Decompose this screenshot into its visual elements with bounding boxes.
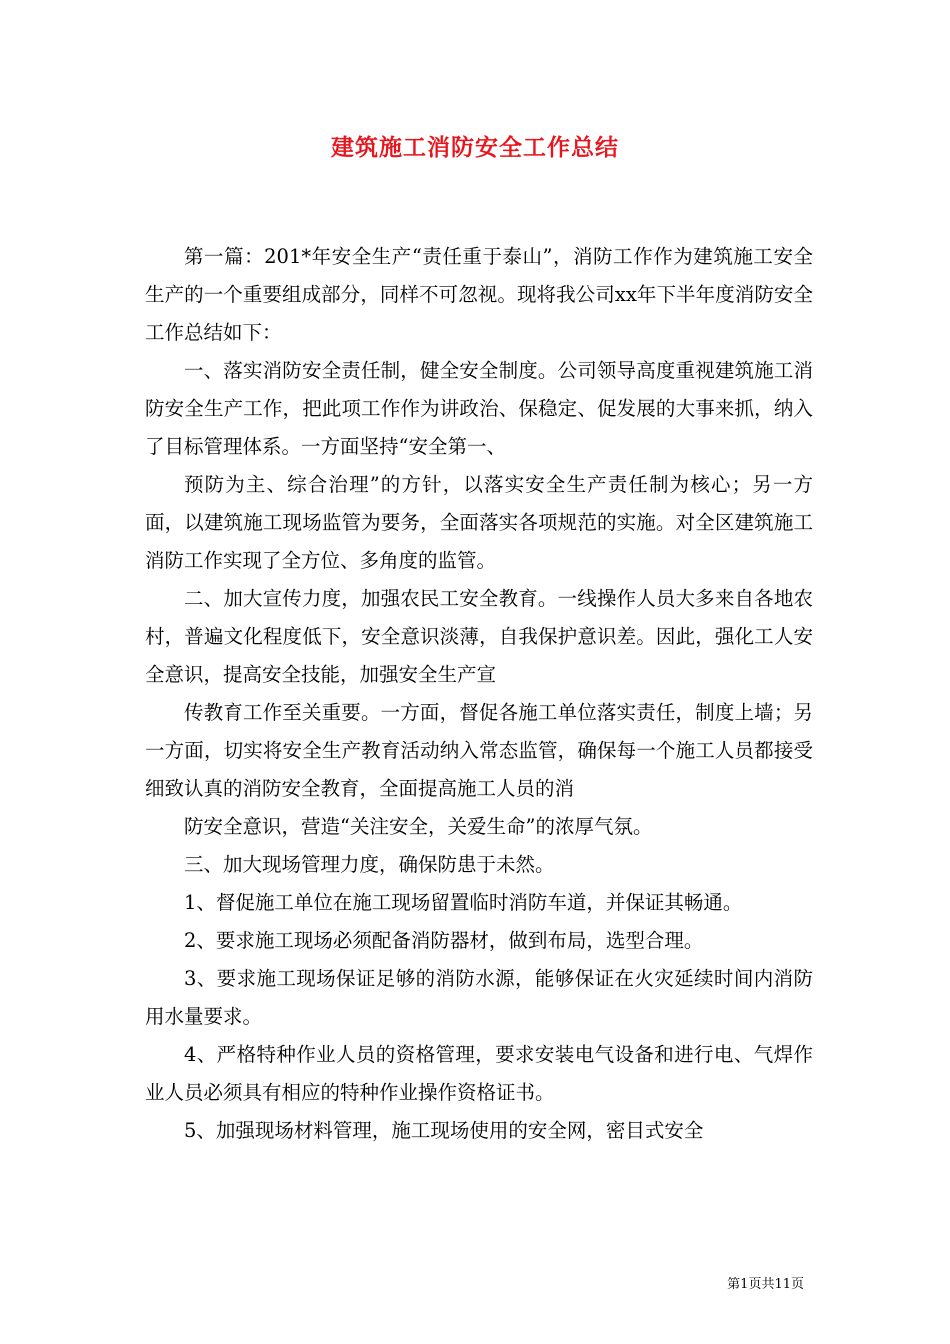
paragraph-section-2: 二、加大宣传力度，加强农民工安全教育。一线操作人员大多来自各地农村，普遍文化程度低下，安全意识淡薄，自我保护意识差。因此，强化工人安全意识，提高安全技能，加强安全生产宣 (145, 587, 813, 686)
paragraph-section-3: 三、加大现场管理力度，确保防患于未然。 (184, 853, 555, 876)
paragraph-section-2-cont: 传教育工作至关重要。一方面，督促各施工单位落实责任，制度上墙；另一方面，切实将安全生产教育活动纳入常态监管，确保每一个施工人员都接受细致认真的消防安全教育，全面提高施工人员的消 (145, 701, 813, 800)
list-item-1: 1、督促施工单位在施工现场留置临时消防车道，并保证其畅通。 (184, 891, 743, 914)
paragraph-intro: 第一篇：201*年安全生产“责任重于泰山”，消防工作作为建筑施工安全生产的一个重要组成部分，同样不可忽视。现将我公司xx年下半年度消防安全工作总结如下： (145, 245, 813, 344)
list-item-5: 5、加强现场材料管理，施工现场使用的安全网，密目式安全 (184, 1119, 704, 1142)
document-body (145, 238, 813, 1150)
page-number: 第1页共11页 (727, 1277, 804, 1292)
list-item-2: 2、要求施工现场必须配备消防器材，做到布局，选型合理。 (184, 929, 704, 952)
list-item-4: 4、严格特种作业人员的资格管理，要求安装电气设备和进行电、气焊作业人员必须具有相应的特种作业操作资格证书。 (145, 1043, 813, 1104)
document-title: 建筑施工消防安全工作总结 (331, 134, 619, 161)
paragraph-section-2-end: 防安全意识，营造“关注安全，关爱生命”的浓厚气氛。 (184, 815, 653, 838)
list-item-3: 3、要求施工现场保证足够的消防水源，能够保证在火灾延续时间内消防用水量要求。 (145, 967, 813, 1028)
paragraph-section-1: 一、落实消防安全责任制，健全安全制度。公司领导高度重视建筑施工消防安全生产工作，把此项工作作为讲政治、保稳定、促发展的大事来抓，纳入了目标管理体系。一方面坚持“安全第一、 (145, 359, 813, 458)
paragraph-section-1-cont: 预防为主、综合治理”的方针，以落实安全生产责任制为核心；另一方面，以建筑施工现场监管为要务，全面落实各项规范的实施。对全区建筑施工消防工作实现了全方位、多角度的监管。 (145, 473, 813, 572)
